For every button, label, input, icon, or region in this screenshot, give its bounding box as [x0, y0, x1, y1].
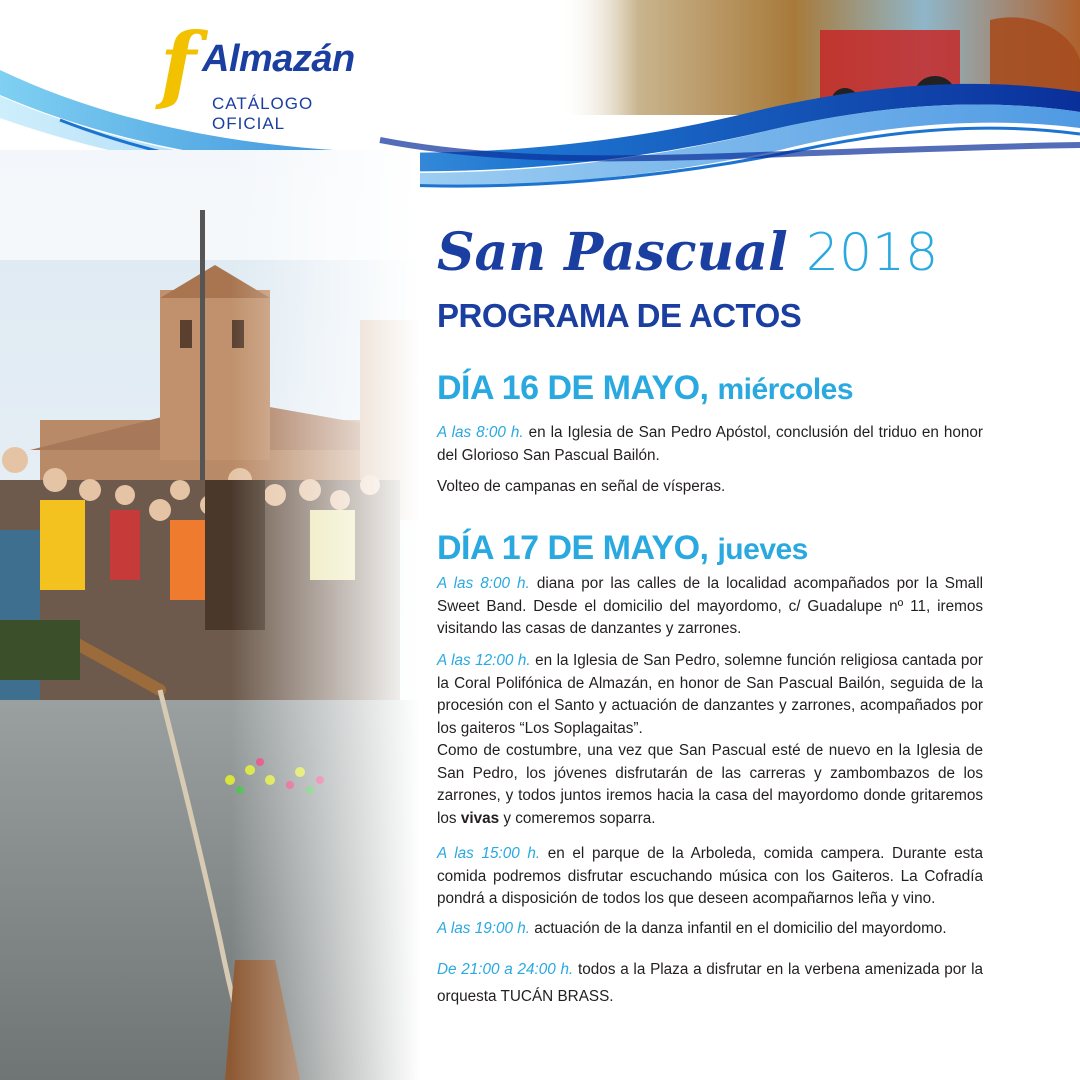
page-title: [437, 218, 983, 288]
item-bold-text: vivas: [460, 809, 500, 827]
logo-name: Almazán: [202, 38, 355, 80]
item-time: A las 8:00 h.: [437, 575, 530, 592]
program-subtitle: PROGRAMA DE ACTOS: [437, 297, 802, 334]
item-text: todos a la Plaza a disfrutar en la verbena amenizada por la orquesta TUCÁN BRASS.: [437, 961, 983, 1005]
item-text: diana por las calles de la localidad acompañados por la Small Sweet Band. Desde el domicilio del mayordomo, c/ Guadalupe nº 11, iremos visitando las casas de danzantes y zarrones.: [437, 575, 983, 637]
program-item: [437, 476, 983, 499]
item-text: Volteo de campanas en señal de vísperas.: [437, 478, 726, 495]
day-heading: [437, 528, 983, 570]
title-name: San Pascual: [437, 222, 788, 283]
day-date: DÍA 16 DE MAYO,: [437, 369, 709, 407]
item-time: A las 12:00 h.: [437, 652, 531, 669]
program-item: [437, 918, 983, 941]
day-section: [437, 368, 983, 410]
day-weekday: miércoles: [717, 373, 854, 406]
day-heading: [437, 368, 983, 410]
program-item: [437, 956, 983, 1010]
logo-f-mark: f: [160, 14, 197, 113]
almazan-logo: [160, 14, 390, 133]
item-time: A las 15:00 h.: [437, 845, 541, 862]
item-time: A las 8:00 h.: [437, 424, 524, 441]
day-date: DÍA 17 DE MAYO,: [437, 529, 709, 567]
program-item: [437, 422, 983, 467]
program-item: [437, 843, 983, 911]
item-time: De 21:00 a 24:00 h.: [437, 961, 574, 978]
item-text: en la Iglesia de San Pedro Apóstol, conclusión del triduo en honor del Glorioso San Pascual Bailón.: [437, 424, 984, 464]
day-weekday: jueves: [717, 533, 808, 566]
program-item: [437, 573, 983, 641]
item-text: actuación de la danza infantil en el domicilio del mayordomo.: [534, 920, 947, 937]
title-year: 2018: [805, 223, 939, 283]
day-section: [437, 528, 983, 570]
logo-subtitle: CATÁLOGO OFICIAL: [212, 94, 314, 133]
item-time: A las 19:00 h.: [437, 920, 530, 937]
item-text: Como de costumbre, una vez que San Pascual esté de nuevo en la Iglesia de San Pedro, los jóvenes disfrutarán de las carreras y zambombazos de los zarrones, y todos juntos iremos hacia la casa del mayordomo donde gritaremos los: [437, 742, 983, 827]
item-text: en el parque de la Arboleda, comida campera. Durante esta comida podremos disfrutar escuchando música con los Gaiteros. La Cofradía pondrá a disposición de todos los que deseen acompañarnos leña y vino.: [437, 845, 984, 907]
item-text: en la Iglesia de San Pedro, solemne función religiosa cantada por la Coral Polifónica de Almazán, en honor de San Pascual Bailón, seguida de la procesión con el Santo y actuación de danzantes y zarrones, acompañados por los gaiteros “Los Soplagaitas”.: [437, 652, 983, 737]
item-text: y comeremos soparra.: [503, 809, 656, 827]
program-item: [437, 740, 983, 830]
program-item: [437, 650, 983, 740]
festival-photo: [0, 150, 420, 1080]
